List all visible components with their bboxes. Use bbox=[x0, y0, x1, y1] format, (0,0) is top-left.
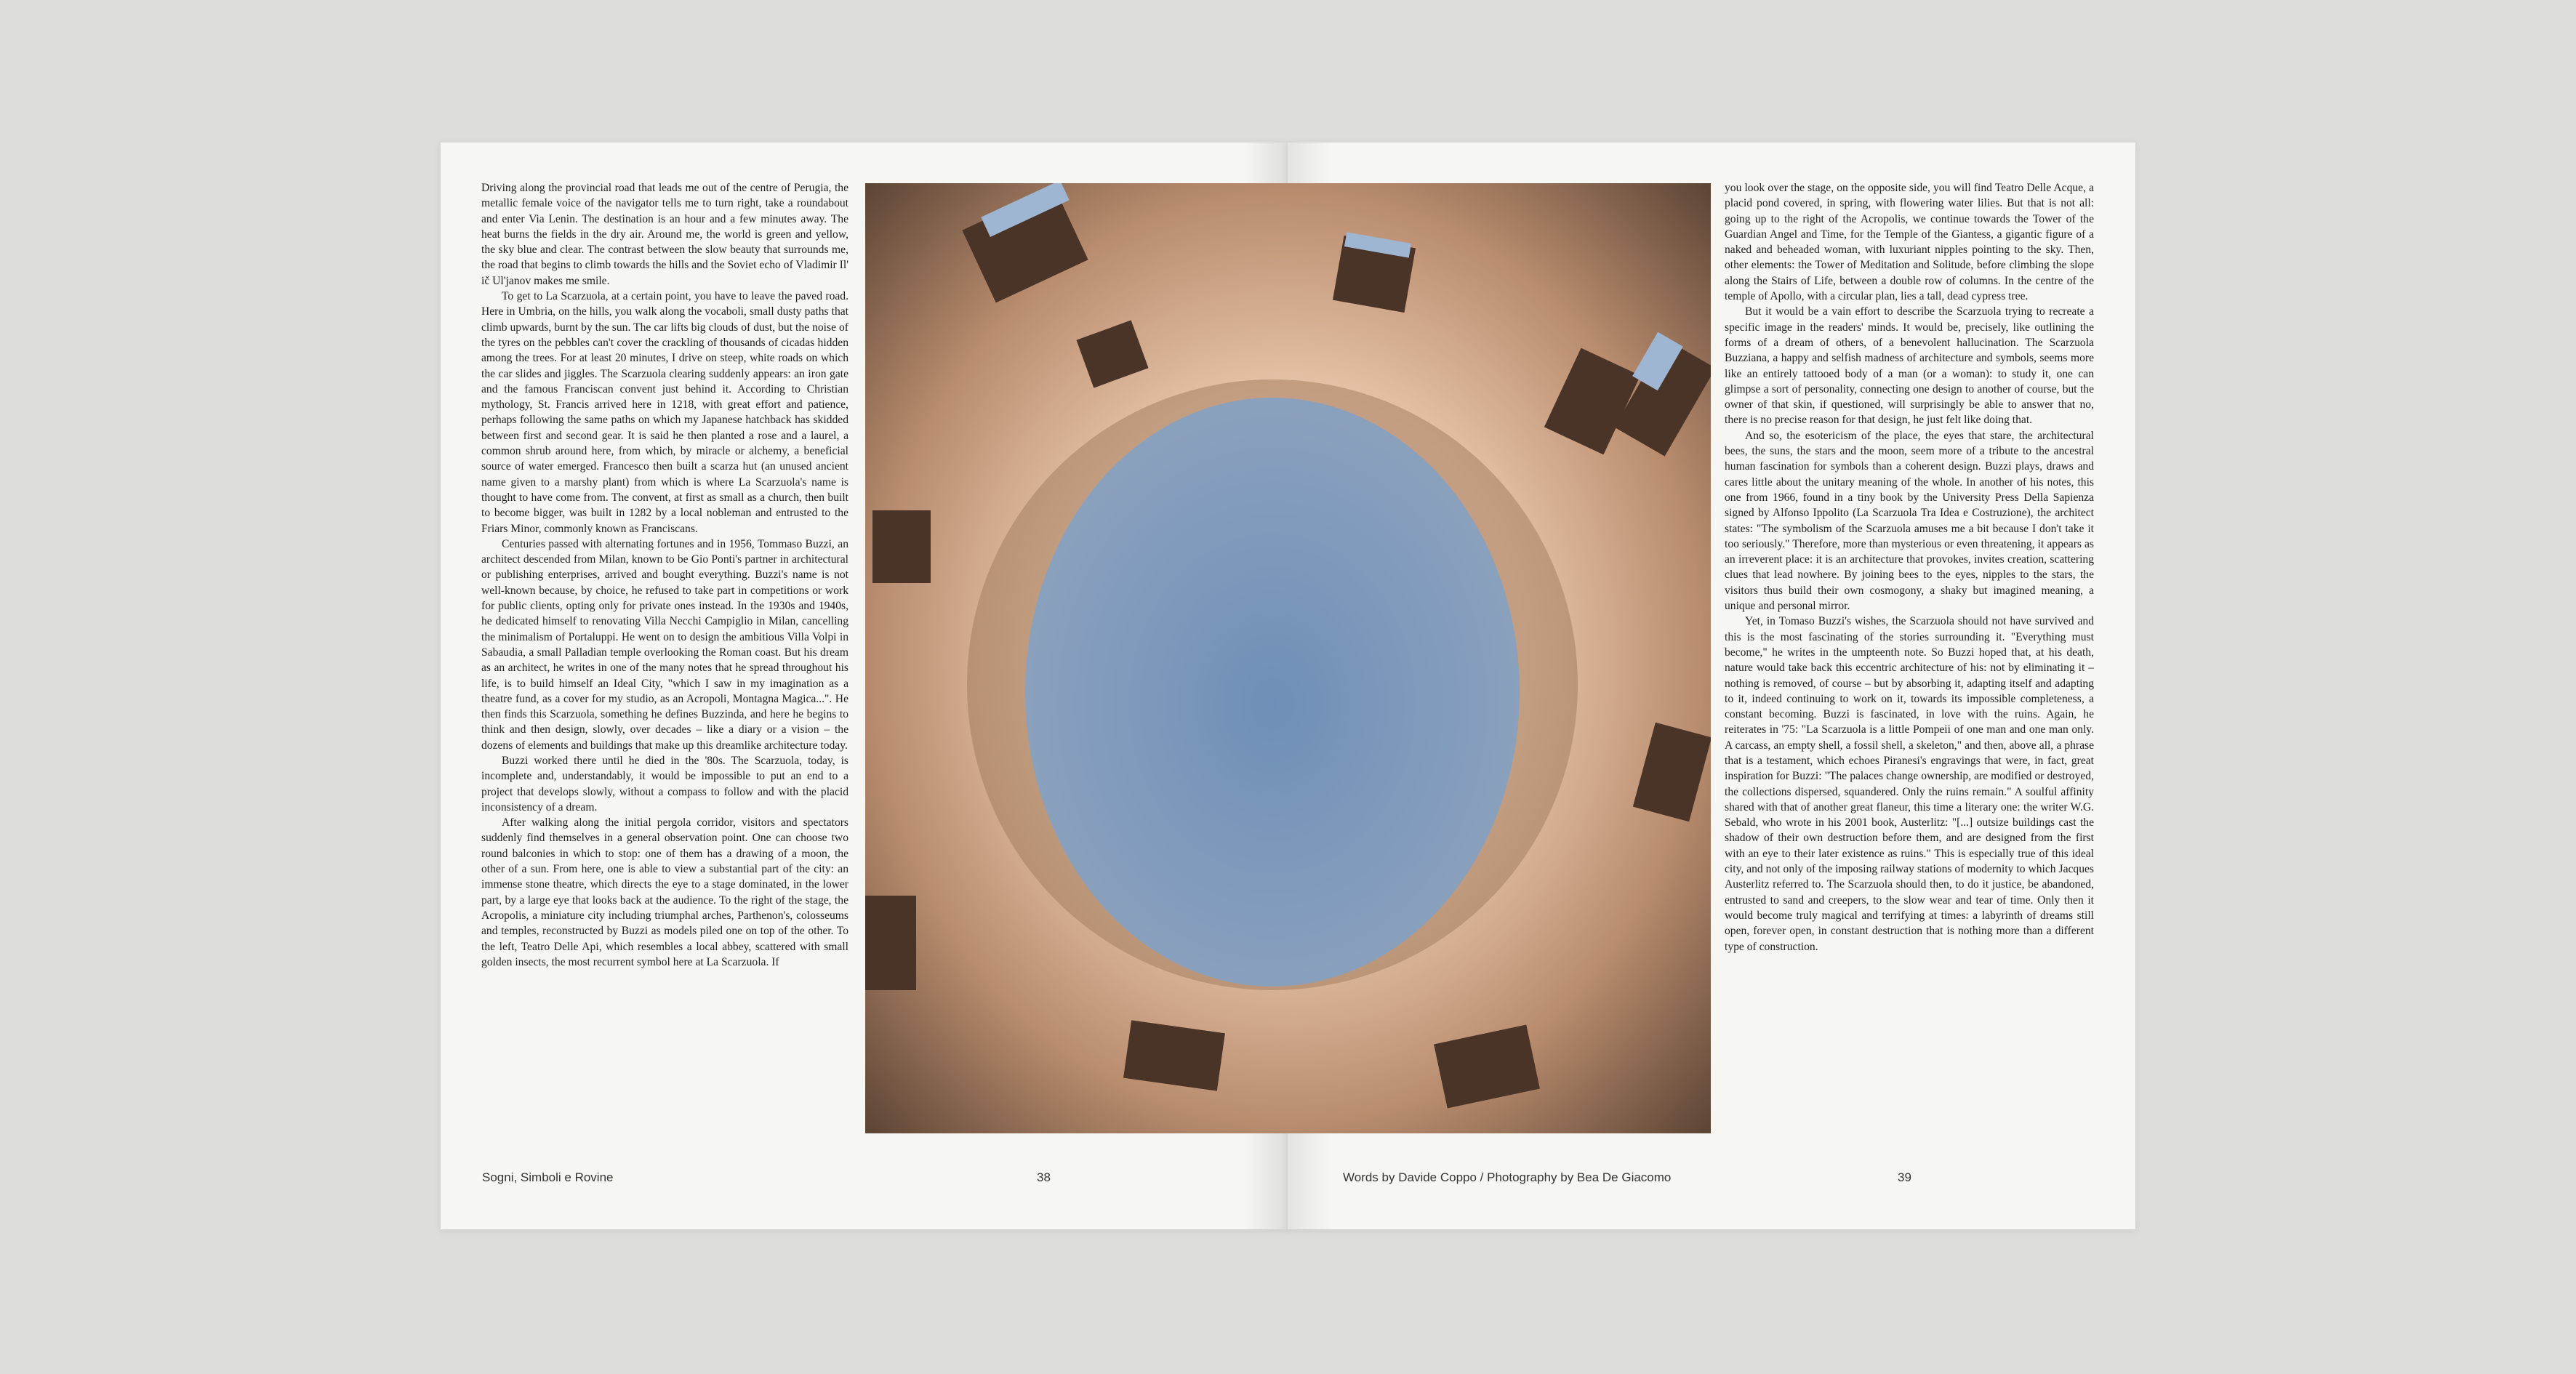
paragraph: you look over the stage, on the opposite side, you will find Teatro Delle Acque, a placid pond covered, in spring, with flowering water lilies. But that is not all: going up to the right of the Acropolis, we continue towards the Tower of the Guardian Angel and Time, for the Temple of the Giantess, a gigantic figure of a naked and beheaded woman, with luxuriant nipples pointing to the sky. Then, other elements: the Tower of Meditation and Solitude, before climbing the slope along the Stairs of Life, between a double row of columns. In the centre of the temple of Apollo, with a circular plan, lies a tall, dead cypress tree. bbox=[1725, 182, 2094, 303]
paragraph: Buzzi worked there until he died in the '80s. The Scarzuola, today, is incomplete and, understandably, it would be impossible to put an end to a project that develops slowly, without a compass to follow and with the placid inconsistency of a dream. bbox=[481, 754, 848, 813]
photo-illustration bbox=[865, 183, 1711, 1133]
right-article-column bbox=[1725, 180, 2094, 1140]
paragraph: After walking along the initial pergola corridor, visitors and spectators suddenly find themselves in a general observation point. One can choose two round balconies in which to stop: one of them has a drawing of a moon, the other of a sun. From here, one is able to view a substantial part of the city: an immense stone theatre, which directs the eye to a stage dominated, in the lower part, by a large eye that looks back at the audience. To the right of the stage, the Acropolis, a miniature city including triumphal arches, Parthenon's, colosseums and temples, reconstructed by Buzzi as models piled one on top of the other. To the left, Teatro Delle Api, which resembles a local abbey, scattered with small golden insects, the most recurrent symbol here at La Scarzuola. If bbox=[481, 816, 848, 968]
paragraph: Centuries passed with alternating fortunes and in 1956, Tommaso Buzzi, an architect descended from Milan, known to be Gio Ponti's partner in architectural or publishing enterprises, arrived and bought everything. Buzzi's name is not well-known because, by choice, he refused to take part in competitions or work for public clients, opting only for private ones instead. In the 1930s and 1940s, he dedicated himself to renovating Villa Necchi Campiglio in Milan, cancelling the minimalism of Portaluppi. He went on to design the ambitious Villa Volpi in Sabaudia, a small Palladian temple overlooking the Roman coast. But his dream as an architect, he writes in one of the many notes that he spread throughout his life, is to build himself an Ideal City, "which I saw in my imagination as a theatre fund, as a cover for my studio, as an Acropoli, Montagna Magica...". He then finds this Scarzuola, something he defines Buzzinda, and here he begins to think and then design, slowly, over decades – like a diary or a vision – the dozens of elements and buildings that make up this dreamlike architecture today. bbox=[481, 537, 848, 752]
paragraph: To get to La Scarzuola, at a certain point, you have to leave the paved road. Here in Umbria, on the hills, you walk along the vocaboli, small dusty paths that climb upwards, burnt by the sun. The car lifts big clouds of dust, but the noise of the tyres on the pebbles can't cover the crackling of thousands of cicadas hidden among the trees. For at least 20 minutes, I drive on steep, white roads on which the car slides and jiggles. The Scarzuola clearing suddenly appears: an iron gate and the famous Franciscan convent just behind it. According to Christian mythology, St. Francis arrived here in 1218, with great effort and patience, perhaps following the same paths on which my Japanese hatchback has skidded between first and second gear. It is said he then planted a rose and a laurel, a common shrub around here, from which, by miracle or alchemy, a beneficial source of water emerged. Francesco then built a scarza hut (an unused ancient name given to a marshy plant) from which is where La Scarzuola's name is thought to have come from. The convent, at first as small as a church, then built to become bigger, was built in 1282 by a local nobleman and entrusted to the Friars Minor, commonly known as Franciscans. bbox=[481, 290, 848, 535]
running-title: Sogni, Simboli e Rovine bbox=[482, 1170, 614, 1184]
page-number-left: 38 bbox=[1037, 1170, 1051, 1184]
left-article-column bbox=[481, 180, 848, 1140]
paragraph: Driving along the provincial road that leads me out of the centre of Perugia, the metallic female voice of the navigator tells me to turn right, take a roundabout and enter Via Lenin. The destination is an hour and a few minutes away. The heat burns the fields in the dry air. Around me, the world is green and yellow, the sky blue and clear. The contrast between the slow beauty that surrounds me, the road that begins to climb towards the hills and the Soviet echo of Vladimir Il' ič Ul'janov makes me smile. bbox=[481, 182, 848, 287]
tower-photograph bbox=[865, 183, 1711, 1133]
credits-line: Words by Davide Coppo / Photography by Bea De Giacomo bbox=[1343, 1170, 1672, 1184]
paragraph: But it would be a vain effort to describe the Scarzuola trying to recreate a specific image in the readers' minds. It would be, precisely, like outlining the forms of a dream of others, of a benevolent hallucination. The Scarzuola Buzziana, a happy and selfish madness of architecture and symbols, seems more like an entirely tattooed body of a man (or a woman): to study it, one can glimpse a sort of personality, connecting one design to another of course, but the owner of that skin, if questioned, will surprisingly be able to answer that no, there is no precise reason for that design, he just felt like doing that. bbox=[1725, 305, 2094, 427]
paragraph: And so, the esotericism of the place, the eyes that stare, the architectural bees, the suns, the stars and the moon, seem more of a tribute to the ancestral human fascination for symbols than a coherent design. Buzzi plays, draws and cares little about the unitary meaning of the whole. In another of his notes, this one from 1966, found in a tiny book by the University Press Della Sapienza signed by Alfonso Ippolito (La Scarzuola Tra Idea e Costruzione), the architect states: "The symbolism of the Scarzuola amuses me a bit because I don't take it too seriously." Therefore, more than mysterious or even threatening, it appears as an irreverent place: it is an architecture that provokes, invites creation, scattering clues that lead nowhere. By joining bees to the eyes, nipples to the stars, the visitors thus build their own cosmogony, a shaky but imagined meaning, a unique and personal mirror. bbox=[1725, 429, 2094, 613]
paragraph: Yet, in Tomaso Buzzi's wishes, the Scarzuola should not have survived and this is the most fascinating of the stories surrounding it. "Everything must become," he writes in the umpteenth note. So Buzzi hoped that, at his death, nature would take back this eccentric architecture of his: not by eliminating it – nothing is removed, of course – but by absorbing it, adapting itself and adapting to it, indeed continuing to work on it, towards its impossible completeness, a constant becoming. Buzzi is fascinated, in love with the ruins. Again, he reiterates in '75: "La Scarzuola is a little Pompeii of one man and one man only. A carcass, an empty shell, a fossil shell, a skeleton," and then, above all, a phrase that is a testament, which echoes Piranesi's engravings that were, in fact, great inspiration for Buzzi: "The palaces change ownership, are modified or destroyed, the collections dispersed, squandered. Only the ruins remain." A soulful affinity shared with that of another great flaneur, this time a literary one: the writer W.G. Sebald, who wrote in his 2001 book, Austerlitz: "[...] outsize buildings cast the shadow of their own destruction before them, and are designed from the first with an eye to their later existence as ruins." This is especially true of this ideal city, and not only of the imposing railway stations of modernity to which Jacques Austerlitz referred to. The Scarzuola should then, to do it justice, be abandoned, entrusted to sand and creepers, to the slow wear and tear of time. Only then it would become truly magical and terrifying at times: a labyrinth of dreams still open, forever open, in constant destruction that is nothing more than a different type of construction. bbox=[1725, 615, 2094, 953]
page-number-right: 39 bbox=[1898, 1170, 1911, 1184]
